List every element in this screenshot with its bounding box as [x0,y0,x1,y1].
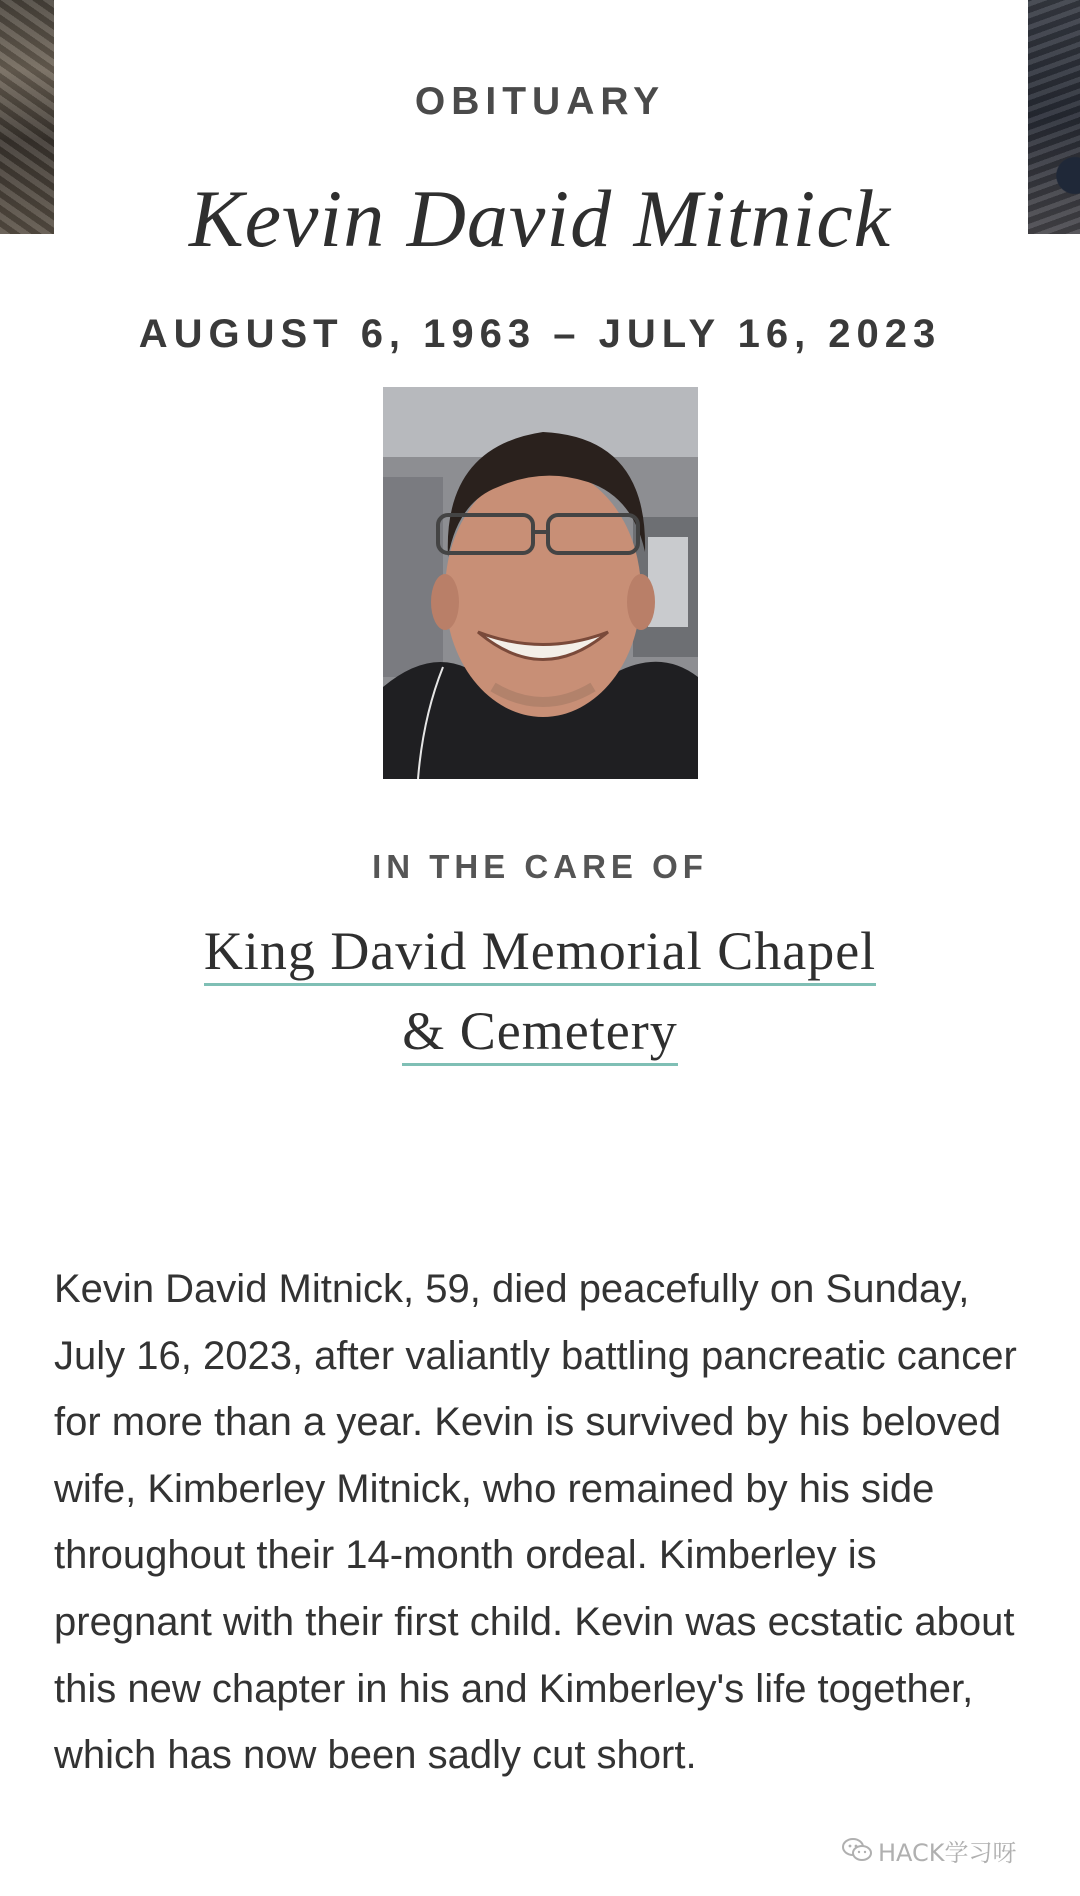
watermark-text: HACK学习呀 [878,1838,1017,1867]
obituary-body-text: Kevin David Mitnick, 59, died peacefully on Sunday, July 16, 2023, after valiantly battling pancreatic cancer for more than a year. Kevin is survived by his beloved wife, Kimberley Mitnick, who remained by his side throughout their 14-month ordeal. Kimberley is pregnant with their first child. Kevin was ecstatic about this new chapter in his and Kimberley's life together, which has now been sadly cut short. [54,1267,1017,1778]
obituary-overline: OBITUARY [414,80,666,123]
deceased-name: Kevin David Mitnick [188,173,892,264]
portrait-photo [383,387,698,779]
care-of-label: IN THE CARE OF [372,848,708,885]
funeral-home-name-line1[interactable]: King David Memorial Chapel [204,921,876,986]
funeral-home-link[interactable] [0,920,1080,982]
life-dates: AUGUST 6, 1963 – JULY 16, 2023 [138,312,942,356]
watermark [842,1832,1017,1868]
wechat-icon [842,1837,872,1863]
funeral-home-link-continued[interactable] [0,1000,1080,1062]
funeral-home-name-line2[interactable]: & Cemetery [402,1001,677,1066]
